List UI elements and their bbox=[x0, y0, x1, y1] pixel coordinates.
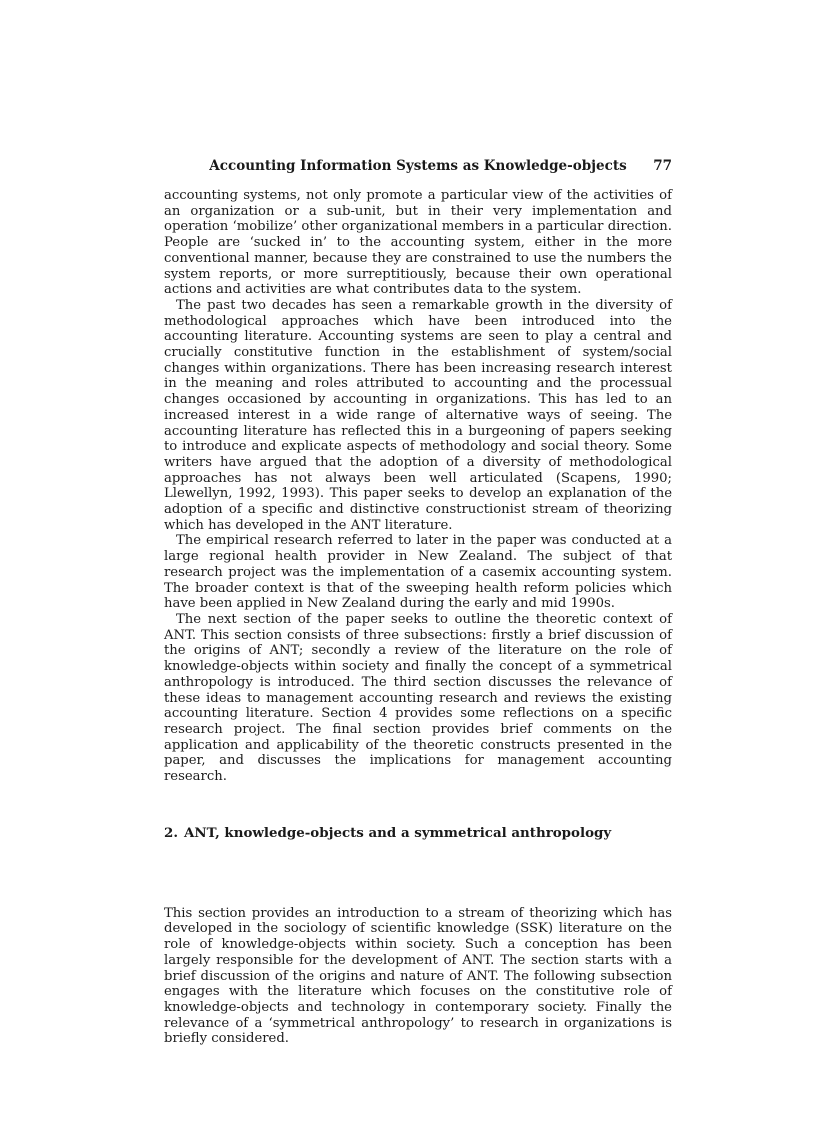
paragraph-continuation: accounting systems, not only promote a particular view of the activities of an organization or a sub-unit, but in their very implementation and operation ‘mobilize’ other organizational members in a particular direction. People are ‘sucked in’ to the accounting system, either in the more conventional manner, because they are constrained to use the numbers the system reports, or more surreptitiously, because their own operational actions and activities are what contributes data to the system. bbox=[164, 188, 672, 298]
page-content bbox=[164, 158, 672, 1047]
section-number: 2. bbox=[164, 824, 178, 841]
running-title: Accounting Information Systems as Knowledge-objects bbox=[209, 158, 627, 174]
section-heading bbox=[164, 825, 672, 841]
running-head bbox=[164, 158, 672, 178]
section-title: ANT, knowledge-objects and a symmetrical anthropology bbox=[183, 824, 612, 841]
page-number: 77 bbox=[653, 158, 672, 174]
paragraph-empirical-research: The empirical research referred to later in the paper was conducted at a large regional health provider in New Zealand. The subject of that research project was the implementation of a casemix accounting system. The broader context is that of the sweeping health reform policies which have been applied in New Zealand during the early and mid 1990s. bbox=[164, 533, 672, 612]
section-body-paragraph: This section provides an introduction to a stream of theorizing which has developed in the sociology of scientific knowledge (SSK) literature on the role of knowledge-objects within society. Such a conception has been largely responsible for the development of ANT. The section starts with a brief discussion of the origins and nature of ANT. The following subsection engages with the literature which focuses on the constitutive role of knowledge-objects and technology in contemporary society. Finally the relevance of a ‘symmetrical anthropology’ to research in organizations is briefly considered. bbox=[164, 905, 672, 1047]
paragraph-paper-outline: The next section of the paper seeks to outline the theoretic context of ANT. This section consists of three subsections: firstly a brief discussion of the origins of ANT; secondly a review of the literature on the role of knowledge-objects within society and finally the concept of a symmetrical anthropology is introduced. The third section discusses the relevance of these ideas to management accounting research and reviews the existing accounting literature. Section 4 provides some reflections on a specific research project. The final section provides brief comments on the application and applicability of the theoretic constructs presented in the paper, and discusses the implications for management accounting research. bbox=[164, 611, 672, 785]
paragraph-methodology: The past two decades has seen a remarkable growth in the diversity of methodological approaches which have been introduced into the accounting literature. Accounting systems are seen to play a central and crucially constitutive function in the establishment of system/social changes within organizations. There has been increasing research interest in the meaning and roles attributed to accounting and the processual changes occasioned by accounting in organizations. This has led to an increased interest in a wide range of alternative ways of seeing. The accounting literature has reflected this in a burgeoning of papers seeking to introduce and explicate aspects of methodology and social theory. Some writers have argued that the adoption of a diversity of methodological approaches has not always been well articulated (Scapens, 1990; Llewellyn, 1992, 1993). This paper seeks to develop an explanation of the adoption of a specific and distinctive constructionist stream of theorizing which has developed in the ANT literature. bbox=[164, 297, 672, 533]
